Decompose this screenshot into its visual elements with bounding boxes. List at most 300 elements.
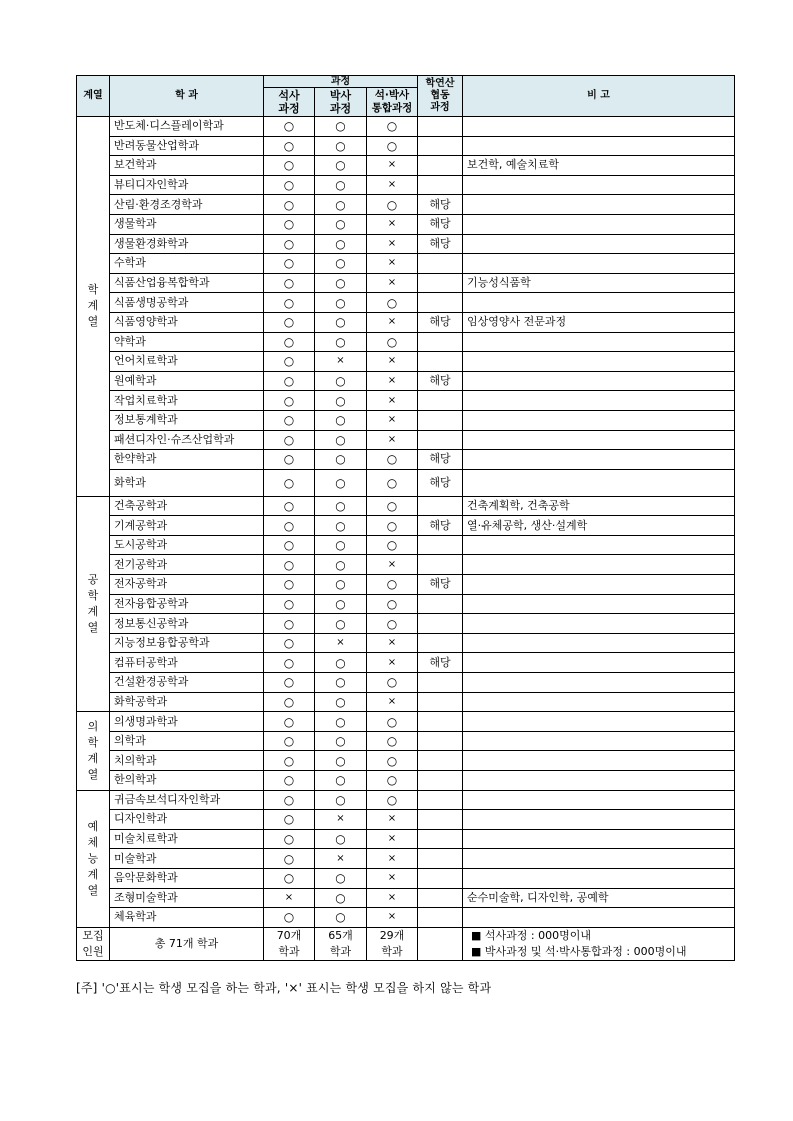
doctoral-mark: × [315,849,367,869]
industry-mark [418,273,463,293]
remark [463,136,735,156]
doctoral-mark: ○ [315,391,367,411]
department-name: 수학과 [110,254,264,274]
doctoral-mark: ○ [315,908,367,928]
industry-mark [418,673,463,693]
remark [463,293,735,313]
category-cell: 예체능계열 [77,790,110,927]
doctoral-mark: ○ [315,692,367,712]
industry-mark [418,751,463,771]
masters-mark: ○ [264,731,315,751]
doctoral-mark: ○ [315,332,367,352]
doctoral-mark: ○ [315,535,367,555]
remark [463,908,735,928]
integrated-mark: ○ [367,751,418,771]
table-row [77,391,735,411]
quota-masters: ■ 석사과정 : 000명이내 [471,928,591,942]
remark [463,469,735,496]
industry-mark [418,136,463,156]
industry-mark [418,535,463,555]
department-name: 작업치료학과 [110,391,264,411]
table-row [77,430,735,450]
masters-mark: ○ [264,371,315,391]
masters-mark: ○ [264,849,315,869]
department-name: 산림·환경조경학과 [110,195,264,215]
doctoral-mark: ○ [315,575,367,595]
masters-mark: ○ [264,908,315,928]
doctoral-mark: × [315,810,367,830]
table-row [77,888,735,908]
doctoral-mark: ○ [315,771,367,791]
masters-mark: ○ [264,469,315,496]
integrated-mark: × [367,908,418,928]
integrated-mark: × [367,430,418,450]
industry-mark [418,254,463,274]
remark [463,673,735,693]
doctoral-mark: ○ [315,712,367,732]
masters-mark: ○ [264,430,315,450]
table-row [77,555,735,575]
integrated-mark: ○ [367,614,418,634]
industry-mark [418,868,463,888]
masters-mark: ○ [264,673,315,693]
department-name: 전기공학과 [110,555,264,575]
doctoral-mark: ○ [315,293,367,313]
table-row [77,352,735,372]
masters-mark: ○ [264,496,315,516]
table-row [77,673,735,693]
integrated-mark: × [367,849,418,869]
header-doctoral: 박사 과정 [315,88,367,117]
integrated-mark: × [367,234,418,254]
industry-mark [418,117,463,137]
remark [463,234,735,254]
recruit-doctoral: 65개 학과 [315,927,367,960]
masters-mark: ○ [264,410,315,430]
remark [463,712,735,732]
integrated-mark: ○ [367,535,418,555]
masters-mark: ○ [264,234,315,254]
header-remarks: 비 고 [463,76,735,117]
doctoral-mark: ○ [315,653,367,673]
industry-mark [418,712,463,732]
recruit-total: 총 71개 학과 [110,927,264,960]
industry-mark [418,829,463,849]
department-name: 조형미술학과 [110,888,264,908]
integrated-mark: ○ [367,136,418,156]
doctoral-mark: ○ [315,790,367,810]
masters-mark: ○ [264,156,315,176]
department-name: 귀금속보석디자인학과 [110,790,264,810]
table-row [77,214,735,234]
integrated-mark: × [367,352,418,372]
integrated-mark: ○ [367,195,418,215]
table-row [77,868,735,888]
integrated-mark: ○ [367,790,418,810]
industry-mark [418,332,463,352]
table-row [77,712,735,732]
masters-mark: ○ [264,575,315,595]
department-name: 생물학과 [110,214,264,234]
department-name: 미술치료학과 [110,829,264,849]
category-cell: 공학계열 [77,496,110,712]
integrated-mark: × [367,312,418,332]
masters-mark: ○ [264,136,315,156]
remark: 기능성식품학 [463,273,735,293]
masters-mark: ○ [264,594,315,614]
doctoral-mark: ○ [315,888,367,908]
table-row [77,273,735,293]
header-category: 계열 [77,76,110,117]
integrated-mark: × [367,829,418,849]
doctoral-mark: ○ [315,136,367,156]
department-name: 패션디자인·슈즈산업학과 [110,430,264,450]
department-name: 의학과 [110,731,264,751]
department-name: 원예학과 [110,371,264,391]
table-row [77,175,735,195]
masters-mark: ○ [264,312,315,332]
integrated-mark: ○ [367,293,418,313]
doctoral-mark: ○ [315,214,367,234]
remark: 순수미술학, 디자인학, 공예학 [463,888,735,908]
masters-mark: ○ [264,332,315,352]
industry-mark [418,790,463,810]
doctoral-mark: ○ [315,175,367,195]
remark [463,352,735,372]
department-name: 식품산업융복합학과 [110,273,264,293]
doctoral-mark: ○ [315,555,367,575]
department-name: 미술학과 [110,849,264,869]
masters-mark: ○ [264,195,315,215]
table-row [77,829,735,849]
department-name: 반려동물산업학과 [110,136,264,156]
doctoral-mark: ○ [315,614,367,634]
masters-mark: ○ [264,555,315,575]
remark: 열·유체공학, 생산·설계학 [463,516,735,536]
table-row [77,195,735,215]
department-name: 치의학과 [110,751,264,771]
remark [463,614,735,634]
department-name: 정보통신공학과 [110,614,264,634]
industry-mark [418,496,463,516]
masters-mark: ○ [264,810,315,830]
integrated-mark: ○ [367,469,418,496]
remark [463,430,735,450]
integrated-mark: × [367,692,418,712]
masters-mark: ○ [264,751,315,771]
doctoral-mark: ○ [315,516,367,536]
department-name: 건축공학과 [110,496,264,516]
table-row [77,410,735,430]
doctoral-mark: ○ [315,469,367,496]
integrated-mark: × [367,156,418,176]
doctoral-mark: ○ [315,234,367,254]
table-row [77,849,735,869]
remark [463,751,735,771]
remark [463,849,735,869]
recruit-masters: 70개 학과 [264,927,315,960]
industry-mark: 해당 [418,312,463,332]
doctoral-mark: ○ [315,594,367,614]
category-cell: 학계열 [77,117,110,497]
industry-mark [418,594,463,614]
doctoral-mark: ○ [315,430,367,450]
table-row [77,731,735,751]
industry-mark: 해당 [418,234,463,254]
integrated-mark: × [367,410,418,430]
masters-mark: × [264,888,315,908]
industry-mark [418,888,463,908]
masters-mark: ○ [264,117,315,137]
table-row [77,653,735,673]
department-name: 도시공학과 [110,535,264,555]
table-row [77,117,735,137]
integrated-mark: × [367,214,418,234]
industry-mark [418,908,463,928]
masters-mark: ○ [264,712,315,732]
remark [463,868,735,888]
recruit-quota [463,927,735,960]
masters-mark: ○ [264,535,315,555]
doctoral-mark: ○ [315,371,367,391]
recruit-integrated: 29개 학과 [367,927,418,960]
table-row [77,156,735,176]
department-name: 생물환경화학과 [110,234,264,254]
remark: 임상영양사 전문과정 [463,312,735,332]
recruit-industry [418,927,463,960]
table-row [77,312,735,332]
table-row [77,450,735,470]
remark [463,371,735,391]
quota-doctoral: ■ 박사과정 및 석·박사통합과정 : 000명이내 [471,944,687,958]
department-name: 의생명과학과 [110,712,264,732]
industry-mark [418,175,463,195]
department-name: 식품영양학과 [110,312,264,332]
table-row [77,516,735,536]
department-name: 약학과 [110,332,264,352]
header-course-group: 과정 [264,76,418,88]
integrated-mark: × [367,273,418,293]
industry-mark [418,692,463,712]
remark [463,790,735,810]
department-name: 뷰티디자인학과 [110,175,264,195]
masters-mark: ○ [264,293,315,313]
industry-mark [418,410,463,430]
masters-mark: ○ [264,175,315,195]
industry-mark [418,352,463,372]
doctoral-mark: ○ [315,829,367,849]
masters-mark: ○ [264,653,315,673]
integrated-mark: ○ [367,496,418,516]
masters-mark: ○ [264,790,315,810]
masters-mark: ○ [264,254,315,274]
integrated-mark: ○ [367,450,418,470]
department-name: 전자공학과 [110,575,264,595]
table-row [77,614,735,634]
department-name: 지능정보융합공학과 [110,633,264,653]
table-row [77,371,735,391]
industry-mark: 해당 [418,516,463,536]
masters-mark: ○ [264,352,315,372]
industry-mark [418,810,463,830]
table-row [77,751,735,771]
remark [463,731,735,751]
integrated-mark: ○ [367,712,418,732]
doctoral-mark: ○ [315,156,367,176]
industry-mark: 해당 [418,371,463,391]
industry-mark [418,391,463,411]
integrated-mark: ○ [367,594,418,614]
remark: 보건학, 예술치료학 [463,156,735,176]
footnote: [주] '○'표시는 학생 모집을 하는 학과, '×' 표시는 학생 모집을 하지 않는 학과 [76,981,492,995]
table-row [77,575,735,595]
industry-mark [418,614,463,634]
department-name: 체육학과 [110,908,264,928]
table-row [77,633,735,653]
table-row [77,254,735,274]
doctoral-mark: ○ [315,496,367,516]
department-name: 음악문화학과 [110,868,264,888]
department-name: 정보통계학과 [110,410,264,430]
masters-mark: ○ [264,829,315,849]
industry-mark [418,771,463,791]
industry-mark [418,293,463,313]
integrated-mark: × [367,653,418,673]
integrated-mark: ○ [367,332,418,352]
masters-mark: ○ [264,391,315,411]
doctoral-mark: ○ [315,254,367,274]
industry-mark: 해당 [418,653,463,673]
doctoral-mark: ○ [315,751,367,771]
table-row [77,535,735,555]
remark [463,391,735,411]
integrated-mark: × [367,555,418,575]
header-department: 학 과 [110,76,264,117]
remark [463,692,735,712]
industry-mark [418,731,463,751]
department-name: 건설환경공학과 [110,673,264,693]
department-name: 화학과 [110,469,264,496]
industry-mark: 해당 [418,469,463,496]
department-name: 화학공학과 [110,692,264,712]
table-row [77,136,735,156]
industry-mark: 해당 [418,214,463,234]
remark [463,332,735,352]
integrated-mark: × [367,391,418,411]
industry-mark [418,156,463,176]
industry-mark [418,633,463,653]
masters-mark: ○ [264,614,315,634]
header-integrated: 석·박사 통합과정 [367,88,418,117]
table-row [77,594,735,614]
department-name: 한약학과 [110,450,264,470]
doctoral-mark: × [315,352,367,372]
table-row [77,790,735,810]
table-row [77,496,735,516]
table-row [77,293,735,313]
masters-mark: ○ [264,214,315,234]
integrated-mark: × [367,888,418,908]
table-row [77,332,735,352]
table-row [77,692,735,712]
remark [463,450,735,470]
table-row [77,469,735,496]
department-name: 전자융합공학과 [110,594,264,614]
header-industry: 학연산 협동 과정 [418,76,463,117]
table-row [77,234,735,254]
remark [463,535,735,555]
masters-mark: ○ [264,868,315,888]
remark [463,195,735,215]
integrated-mark: × [367,175,418,195]
recruit-row [77,927,735,960]
remark: 건축계획학, 건축공학 [463,496,735,516]
department-name: 한의학과 [110,771,264,791]
department-name: 반도체·디스플레이학과 [110,117,264,137]
industry-mark [418,555,463,575]
remark [463,214,735,234]
doctoral-mark: ○ [315,868,367,888]
category-cell: 의학계열 [77,712,110,790]
table-row [77,810,735,830]
remark [463,410,735,430]
integrated-mark: × [367,633,418,653]
table-row [77,771,735,791]
integrated-mark: ○ [367,117,418,137]
remark [463,555,735,575]
integrated-mark: ○ [367,516,418,536]
department-name: 보건학과 [110,156,264,176]
masters-mark: ○ [264,516,315,536]
integrated-mark: × [367,371,418,391]
department-table [76,75,735,961]
industry-mark [418,430,463,450]
industry-mark: 해당 [418,450,463,470]
department-name: 식품생명공학과 [110,293,264,313]
remark [463,771,735,791]
remark [463,829,735,849]
doctoral-mark: ○ [315,450,367,470]
integrated-mark: ○ [367,731,418,751]
industry-mark: 해당 [418,195,463,215]
doctoral-mark: ○ [315,195,367,215]
industry-mark: 해당 [418,575,463,595]
integrated-mark: ○ [367,673,418,693]
masters-mark: ○ [264,273,315,293]
department-name: 디자인학과 [110,810,264,830]
doctoral-mark: ○ [315,117,367,137]
doctoral-mark: × [315,633,367,653]
recruit-label: 모집 인원 [77,927,110,960]
doctoral-mark: ○ [315,410,367,430]
remark [463,653,735,673]
remark [463,175,735,195]
doctoral-mark: ○ [315,673,367,693]
department-name: 기계공학과 [110,516,264,536]
remark [463,117,735,137]
integrated-mark: × [367,868,418,888]
table-row [77,908,735,928]
masters-mark: ○ [264,692,315,712]
masters-mark: ○ [264,771,315,791]
remark [463,810,735,830]
masters-mark: ○ [264,633,315,653]
masters-mark: ○ [264,450,315,470]
doctoral-mark: ○ [315,312,367,332]
remark [463,575,735,595]
integrated-mark: × [367,254,418,274]
remark [463,633,735,653]
